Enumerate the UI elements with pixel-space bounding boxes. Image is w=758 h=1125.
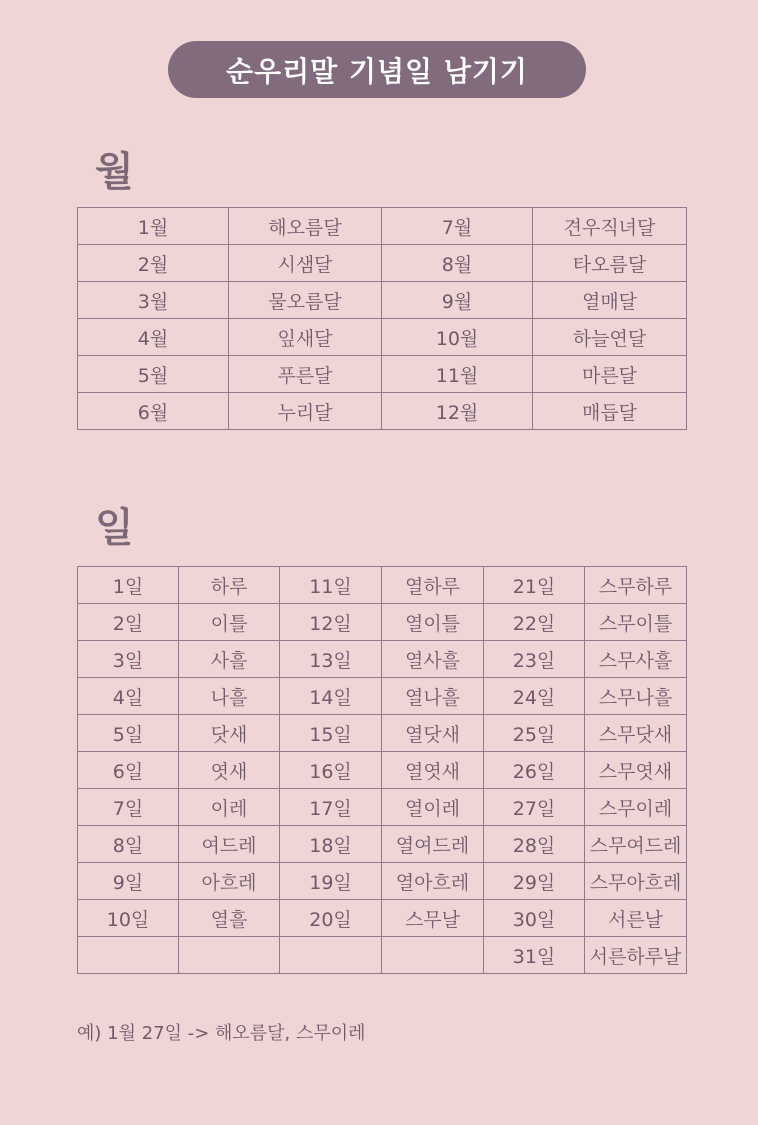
month-name: 견우직녀달: [533, 208, 687, 245]
month-number: 5월: [78, 356, 229, 393]
month-name: 해오름달: [229, 208, 382, 245]
day-number: 10일: [78, 900, 179, 937]
day-number: 21일: [484, 567, 585, 604]
table-row: [78, 863, 687, 900]
day-name: 사흘: [179, 641, 280, 678]
day-name: 여드레: [179, 826, 280, 863]
day-name: 열나흘: [382, 678, 484, 715]
month-number: 6월: [78, 393, 229, 430]
day-name: 스무닷새: [585, 715, 687, 752]
month-name: 마른달: [533, 356, 687, 393]
table-row: [78, 319, 687, 356]
day-number: 23일: [484, 641, 585, 678]
day-number: 12일: [280, 604, 382, 641]
month-number: 12월: [382, 393, 533, 430]
day-name: 엿새: [179, 752, 280, 789]
day-number: 7일: [78, 789, 179, 826]
day-name: 이레: [179, 789, 280, 826]
day-number: 28일: [484, 826, 585, 863]
table-row: [78, 356, 687, 393]
day-number: [78, 937, 179, 974]
day-number: 31일: [484, 937, 585, 974]
day-number: 2일: [78, 604, 179, 641]
month-name: 하늘연달: [533, 319, 687, 356]
day-number: 20일: [280, 900, 382, 937]
table-row: [78, 752, 687, 789]
table-row: [78, 789, 687, 826]
day-name: 열이틀: [382, 604, 484, 641]
day-name: 스무날: [382, 900, 484, 937]
table-row: [78, 245, 687, 282]
day-name: 스무아흐레: [585, 863, 687, 900]
table-row: [78, 604, 687, 641]
month-number: 4월: [78, 319, 229, 356]
table-row: [78, 937, 687, 974]
day-name: 열아흐레: [382, 863, 484, 900]
month-name: 푸른달: [229, 356, 382, 393]
day-number: 15일: [280, 715, 382, 752]
day-number: 17일: [280, 789, 382, 826]
day-name: 열닷새: [382, 715, 484, 752]
day-name: 닷새: [179, 715, 280, 752]
day-number: 8일: [78, 826, 179, 863]
month-section-heading: 월: [95, 149, 134, 195]
day-name: 스무이레: [585, 789, 687, 826]
month-name: 시샘달: [229, 245, 382, 282]
day-number: 14일: [280, 678, 382, 715]
day-number: 9일: [78, 863, 179, 900]
day-name: 이틀: [179, 604, 280, 641]
day-number: 30일: [484, 900, 585, 937]
month-name: 누리달: [229, 393, 382, 430]
day-number: 1일: [78, 567, 179, 604]
month-number: 1월: [78, 208, 229, 245]
day-number: 4일: [78, 678, 179, 715]
month-number: 11월: [382, 356, 533, 393]
example-note: 예) 1월 27일 -> 해오름달, 스무이레: [77, 1023, 366, 1044]
day-name: 열이레: [382, 789, 484, 826]
day-number: [280, 937, 382, 974]
day-name: [179, 937, 280, 974]
table-row: [78, 826, 687, 863]
month-number: 7월: [382, 208, 533, 245]
day-name: 서른하루날: [585, 937, 687, 974]
month-name: 타오름달: [533, 245, 687, 282]
day-number: 13일: [280, 641, 382, 678]
month-name: 매듭달: [533, 393, 687, 430]
month-number: 2월: [78, 245, 229, 282]
page-title: 순우리말 기념일 남기기: [168, 41, 586, 98]
day-number: 16일: [280, 752, 382, 789]
table-row: [78, 282, 687, 319]
month-number: 3월: [78, 282, 229, 319]
table-row: [78, 208, 687, 245]
day-name: 열엿새: [382, 752, 484, 789]
table-row: [78, 900, 687, 937]
day-name: 열사흘: [382, 641, 484, 678]
day-number: 25일: [484, 715, 585, 752]
day-name: 열흘: [179, 900, 280, 937]
day-name: 스무나흘: [585, 678, 687, 715]
day-name: 나흘: [179, 678, 280, 715]
month-number: 10월: [382, 319, 533, 356]
day-number: 11일: [280, 567, 382, 604]
table-row: [78, 393, 687, 430]
day-name: 스무하루: [585, 567, 687, 604]
day-name: [382, 937, 484, 974]
day-number: 19일: [280, 863, 382, 900]
day-number: 3일: [78, 641, 179, 678]
month-name: 물오름달: [229, 282, 382, 319]
day-number: 24일: [484, 678, 585, 715]
day-number: 26일: [484, 752, 585, 789]
table-row: [78, 715, 687, 752]
day-number: 5일: [78, 715, 179, 752]
day-name: 스무엿새: [585, 752, 687, 789]
table-row: [78, 567, 687, 604]
day-name: 스무여드레: [585, 826, 687, 863]
month-name: 열매달: [533, 282, 687, 319]
day-name: 스무사흘: [585, 641, 687, 678]
month-number: 8월: [382, 245, 533, 282]
day-number: 27일: [484, 789, 585, 826]
day-name: 하루: [179, 567, 280, 604]
day-section-heading: 일: [95, 505, 134, 551]
month-name: 잎새달: [229, 319, 382, 356]
month-number: 9월: [382, 282, 533, 319]
day-name: 아흐레: [179, 863, 280, 900]
day-table: [77, 566, 687, 974]
day-number: 18일: [280, 826, 382, 863]
day-number: 29일: [484, 863, 585, 900]
table-row: [78, 641, 687, 678]
day-name: 열여드레: [382, 826, 484, 863]
month-table: [77, 207, 687, 430]
day-name: 스무이틀: [585, 604, 687, 641]
day-name: 서른날: [585, 900, 687, 937]
table-row: [78, 678, 687, 715]
day-name: 열하루: [382, 567, 484, 604]
day-number: 6일: [78, 752, 179, 789]
day-number: 22일: [484, 604, 585, 641]
